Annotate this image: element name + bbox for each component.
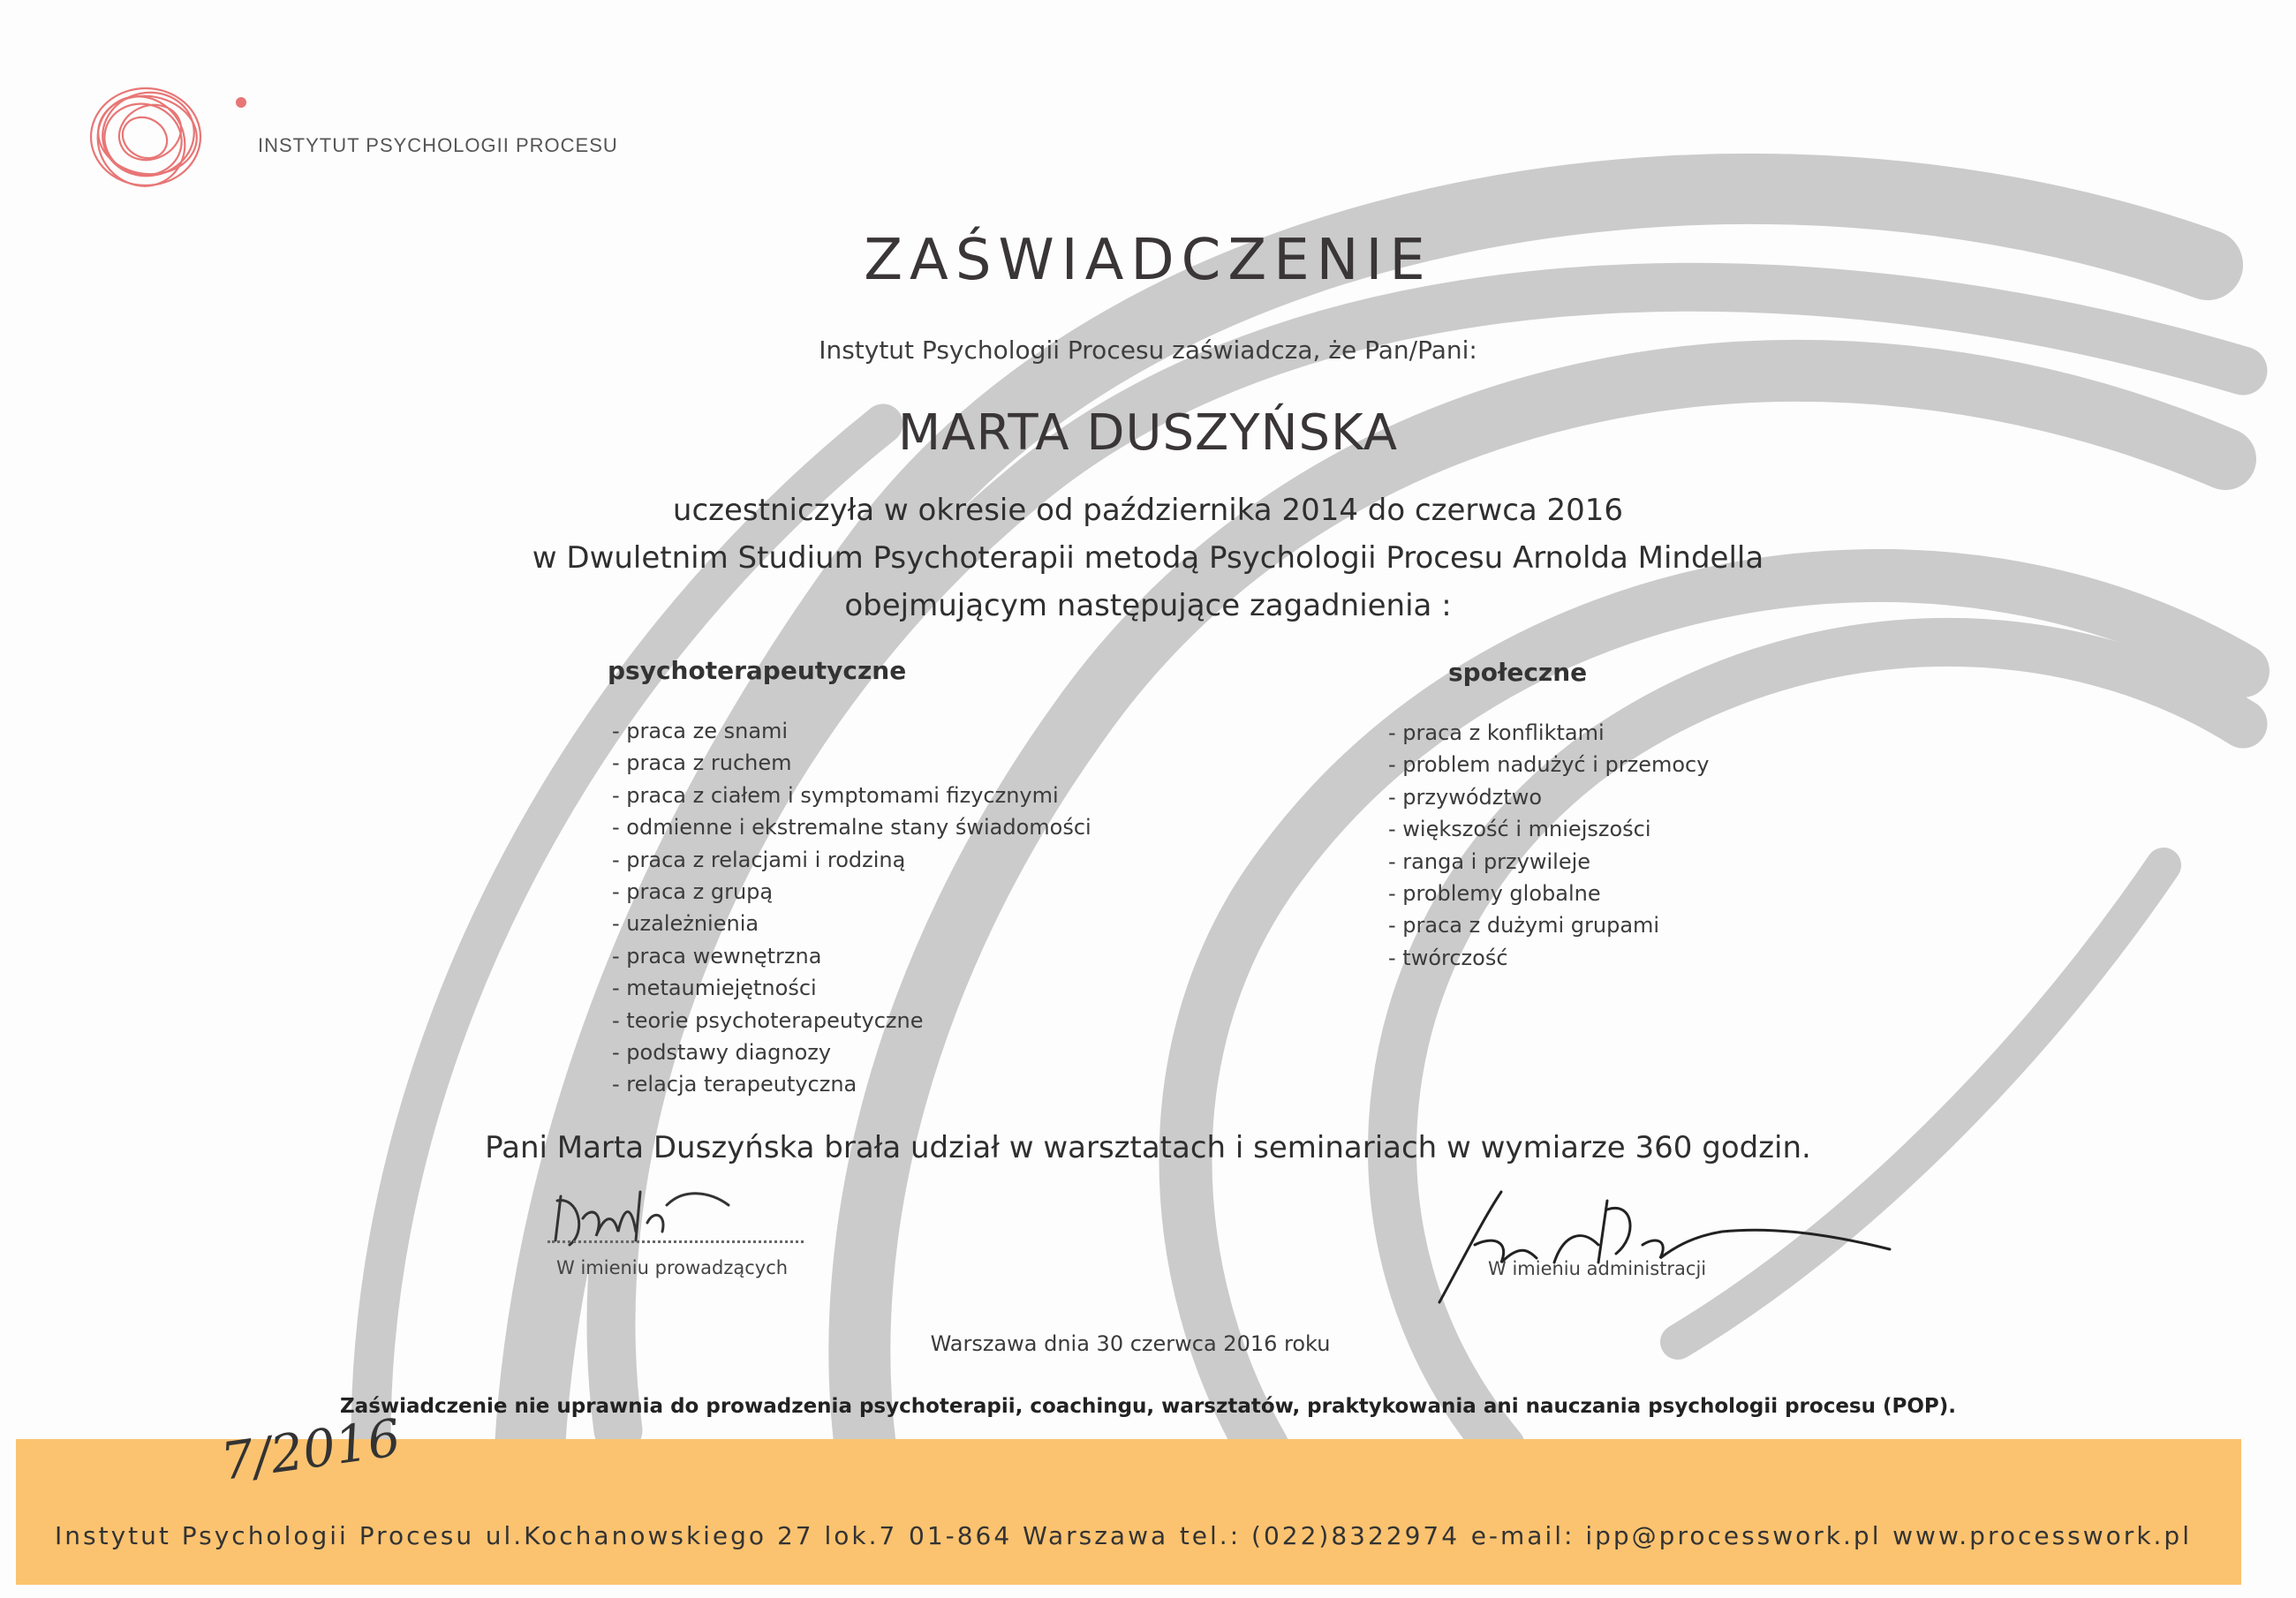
footer-phone: tel.: (022)8322974 <box>1179 1521 1461 1550</box>
footer-website: www.processwork.pl <box>1892 1521 2192 1550</box>
body-line-period: uczestniczyła w okresie od października 2014 do czerwca 2016 <box>672 493 1624 528</box>
footer-email: e-mail: ipp@processwork.pl <box>1470 1521 1882 1550</box>
body-line-program: w Dwuletnim Studium Psychoterapii metodą Psychologii Procesu Arnolda Mindella <box>532 540 1764 576</box>
svg-text:7/2016: 7/2016 <box>217 1407 404 1492</box>
list-item: - praca z dużymi grupami <box>1388 909 1709 941</box>
column-heading-psychotherapeutic: psychoterapeutyczne <box>608 656 907 685</box>
certificate-title: ZAŚWIADCZENIE <box>864 228 1432 293</box>
certificate-intro: Instytut Psychologii Procesu zaświadcza, że Pan/Pani: <box>819 335 1477 365</box>
list-item: - relacja terapeutyczna <box>612 1068 1091 1100</box>
list-item: - praca z relacjami i rodziną <box>612 844 1091 876</box>
disclaimer-text: Zaświadczenie nie uprawnia do prowadzenia psychoterapii, coachingu, warsztatów, praktykowania ani nauczania psychologii procesu (POP). <box>340 1395 1957 1418</box>
handwritten-reference-number <box>203 1399 404 1496</box>
list-item: - uzależnienia <box>612 908 1091 939</box>
signature-caption-instructors: W imieniu prowadzących <box>556 1257 789 1278</box>
list-item: - teorie psychoterapeutyczne <box>612 1005 1091 1036</box>
list-item: - przywództwo <box>1388 781 1709 813</box>
institute-logo-text: INSTYTUT PSYCHOLOGII PROCESU <box>258 134 618 156</box>
footer-contact-row <box>55 1521 2192 1550</box>
psychotherapeutic-topics-list <box>612 715 1091 1101</box>
institute-logo-icon <box>79 53 256 212</box>
place-and-date: Warszawa dnia 30 czerwca 2016 roku <box>930 1331 1331 1356</box>
footer-address: ul.Kochanowskiego 27 lok.7 <box>485 1521 898 1550</box>
column-heading-social: społeczne <box>1448 658 1588 687</box>
body-line-topics-intro: obejmującym następujące zagadnienia : <box>844 588 1452 623</box>
social-topics-list <box>1388 717 1709 974</box>
signature-caption-administration: W imieniu administracji <box>1488 1258 1707 1279</box>
list-item: - praca ze snami <box>612 715 1091 747</box>
recipient-name: MARTA DUSZYŃSKA <box>897 404 1399 462</box>
list-item: - odmienne i ekstremalne stany świadomości <box>612 811 1091 843</box>
signature-administration <box>1431 1183 1907 1307</box>
list-item: - podstawy diagnozy <box>612 1036 1091 1068</box>
list-item: - praca z grupą <box>612 876 1091 908</box>
list-item: - problemy globalne <box>1388 878 1709 909</box>
list-item: - praca z ciałem i symptomami fizycznymi <box>612 780 1091 811</box>
list-item: - praca z ruchem <box>612 747 1091 779</box>
signature-instructors <box>543 1179 755 1258</box>
list-item: - metaumiejętności <box>612 972 1091 1004</box>
list-item: - ranga i przywileje <box>1388 846 1709 878</box>
footer-org-name: Instytut Psychologii Procesu <box>55 1521 475 1550</box>
list-item: - praca wewnętrzna <box>612 940 1091 972</box>
list-item: - większość i mniejszości <box>1388 813 1709 845</box>
list-item: - praca z konfliktami <box>1388 717 1709 749</box>
hours-summary: Pani Marta Duszyńska brała udział w warsztatach i seminariach w wymiarze 360 godzin. <box>485 1130 1811 1165</box>
list-item: - problem nadużyć i przemocy <box>1388 749 1709 780</box>
list-item: - twórczość <box>1388 942 1709 974</box>
footer-postcode: 01-864 Warszawa <box>909 1521 1169 1550</box>
signature-line-instructors <box>548 1240 804 1243</box>
